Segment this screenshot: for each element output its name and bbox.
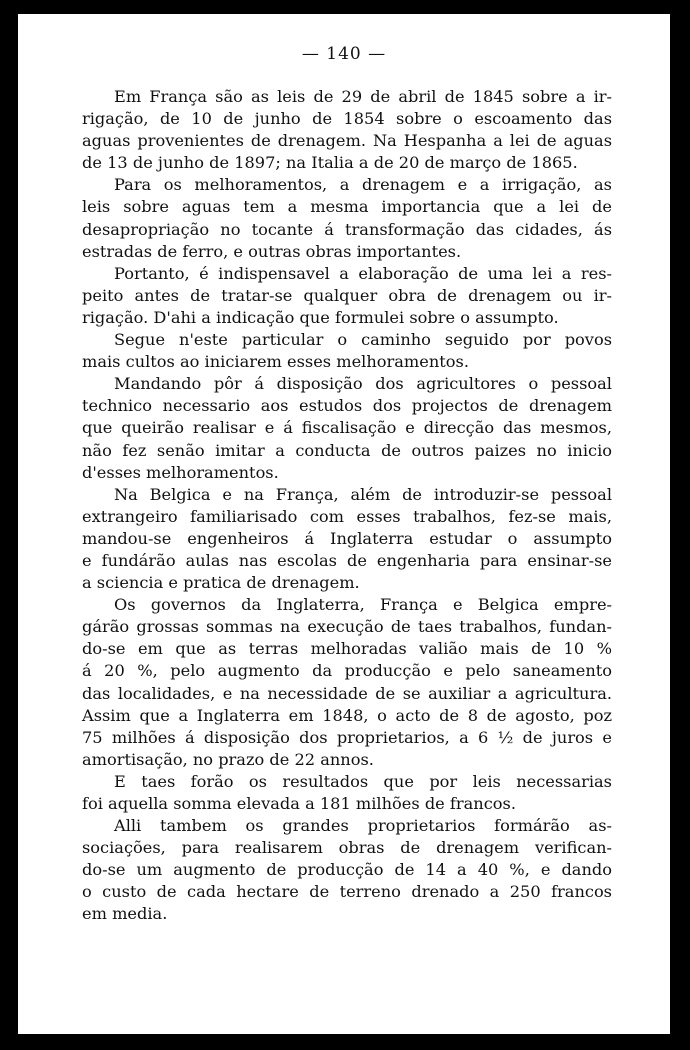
text-line: Segue n'este particular o caminho seguido por povos xyxy=(114,330,612,350)
text-line: a sciencia e pratica de drenagem. xyxy=(82,573,360,593)
text-line: gárão grossas sommas na execução de taes trabalhos, fundan- xyxy=(82,617,612,637)
body-text xyxy=(82,86,612,926)
text-line: aguas provenientes de drenagem. Na Hespanha a lei de aguas xyxy=(82,131,612,151)
text-line: E taes forão os resultados que por leis necessarias xyxy=(114,771,612,791)
text-line: sociações, para realisarem obras de drenagem verifican- xyxy=(82,838,612,858)
text-line: do-se em que as terras melhoradas valião mais de 10 % xyxy=(82,639,612,659)
text-line: das localidades, e na necessidade de se auxiliar a agricultura. xyxy=(82,683,612,703)
document-page xyxy=(18,14,670,1034)
text-line: e fundárão aulas nas escolas de engenharia para ensinar-se xyxy=(82,550,612,570)
text-line: d'esses melhoramentos. xyxy=(82,462,279,482)
text-line: Para os melhoramentos, a drenagem e a irrigação, as xyxy=(114,175,612,195)
text-line: amortisação, no prazo de 22 annos. xyxy=(82,749,374,769)
text-line: peito antes de tratar-se qualquer obra de drenagem ou ir- xyxy=(82,285,612,305)
text-line: technico necessario aos estudos dos projectos de drenagem xyxy=(82,396,612,416)
text-line: Mandando pôr á disposição dos agricultores o pessoal xyxy=(114,374,612,394)
text-line: Os governos da Inglaterra, França e Belgica empre- xyxy=(114,595,612,615)
page-number: — 140 — xyxy=(301,44,387,64)
text-line: em media. xyxy=(82,904,168,924)
text-line: desapropriação no tocante á transformação das cidades, ás xyxy=(82,219,612,239)
text-line: 75 milhões á disposição dos proprietarios, a 6 ½ de juros e xyxy=(82,727,612,747)
text-line: Assim que a Inglaterra em 1848, o acto de 8 de agosto, poz xyxy=(82,705,612,725)
text-line: Na Belgica e na França, além de introduzir-se pessoal xyxy=(114,484,612,504)
text-line: Alli tambem os grandes proprietarios formárão as- xyxy=(114,816,612,836)
text-line: á 20 %, pelo augmento da producção e pelo saneamento xyxy=(82,661,612,681)
text-line: rigação. D'ahi a indicação que formulei sobre o assumpto. xyxy=(82,307,559,327)
text-line: de 13 de junho de 1897; na Italia a de 20 de março de 1865. xyxy=(82,153,578,173)
text-line: Portanto, é indispensavel a elaboração de uma lei a res- xyxy=(114,263,612,283)
text-line: mais cultos ao iniciarem esses melhoramentos. xyxy=(82,352,469,372)
text-line: mandou-se engenheiros á Inglaterra estudar o assumpto xyxy=(82,528,612,548)
text-line: que queirão realisar e á fiscalisação e direcção das mesmos, xyxy=(82,418,612,438)
text-line: o custo de cada hectare de terreno drenado a 250 francos xyxy=(82,882,612,902)
text-line: não fez senão imitar a conducta de outros paizes no inicio xyxy=(82,440,612,460)
text-line: rigação, de 10 de junho de 1854 sobre o escoamento das xyxy=(82,109,612,129)
text-line: extrangeiro familiarisado com esses trabalhos, fez-se mais, xyxy=(82,506,612,526)
text-line: estradas de ferro, e outras obras importantes. xyxy=(82,241,462,261)
text-line: leis sobre aguas tem a mesma importancia que a lei de xyxy=(82,197,612,217)
text-line: do-se um augmento de producção de 14 a 40 %, e dando xyxy=(82,860,612,880)
text-line: Em França são as leis de 29 de abril de 1845 sobre a ir- xyxy=(114,87,612,106)
text-line: foi aquella somma elevada a 181 milhões de francos. xyxy=(82,794,516,813)
